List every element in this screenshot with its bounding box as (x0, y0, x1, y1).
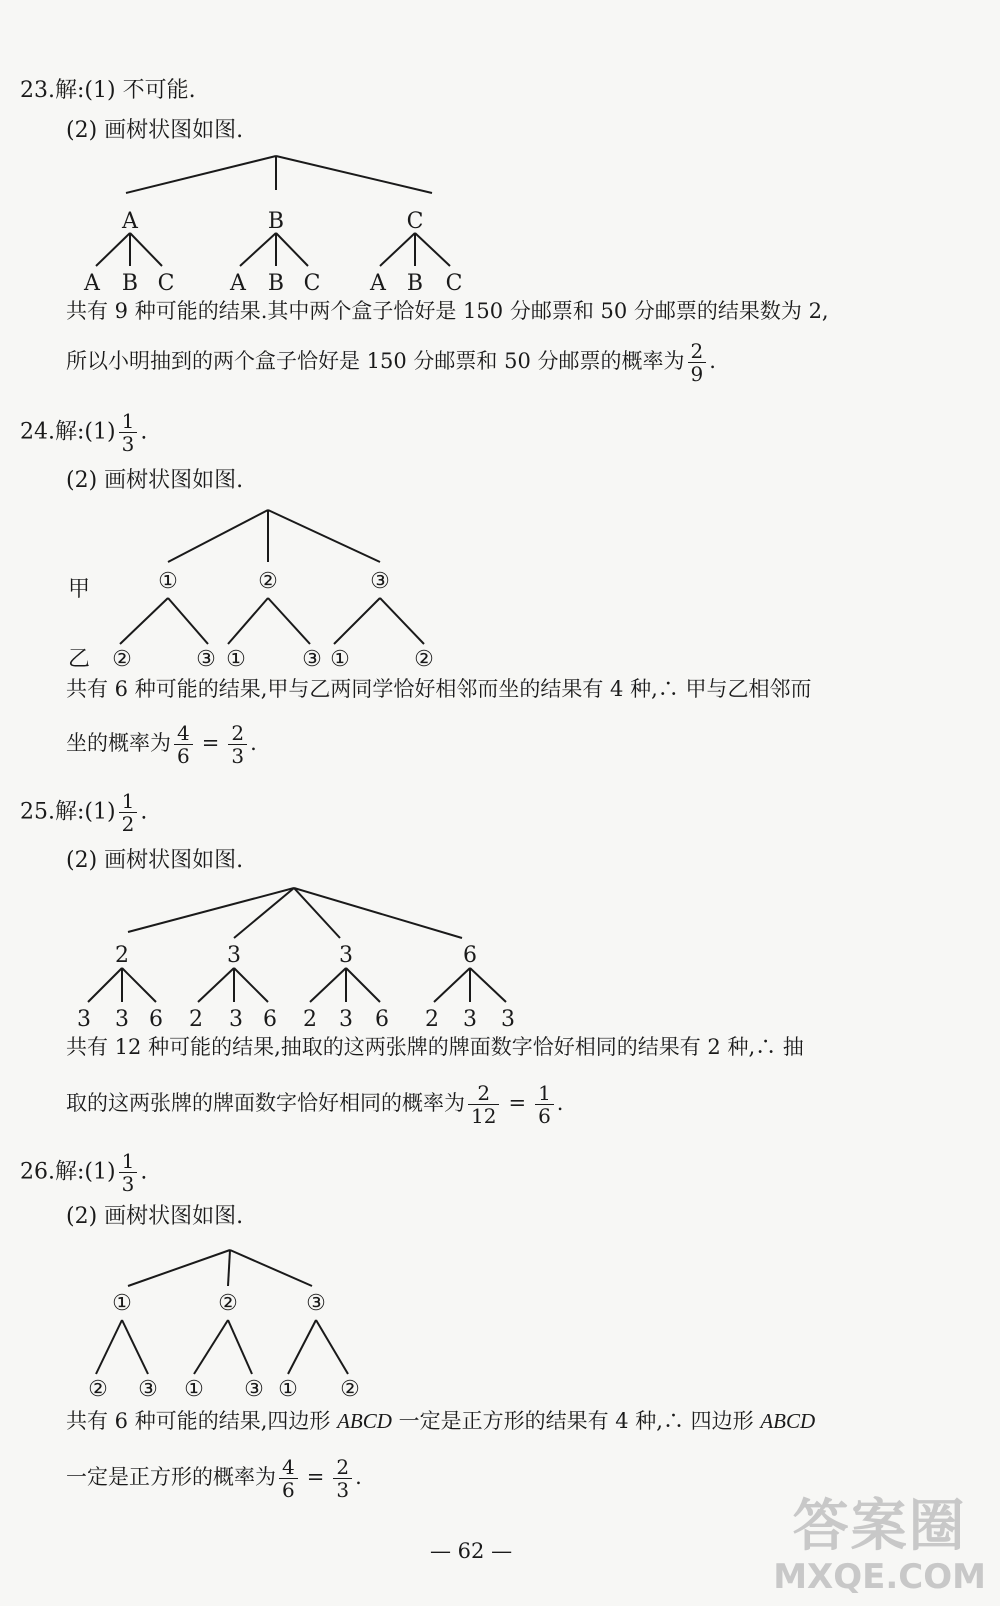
q23-part1-text: 解:(1) 不可能. (55, 78, 196, 103)
q24-node-l2-2-1: ② (414, 647, 434, 672)
q25-result-line2-text: 取的这两张牌的牌面数字恰好相同的概率为 (66, 1091, 465, 1115)
q26-result-line1-b: 一定是正方形的结果有 4 种,∴ 四边形 (391, 1409, 761, 1433)
q25-node-l2-2-0: 2 (303, 1007, 317, 1032)
q25-result-line1: 共有 12 种可能的结果,抽取的这两张牌的牌面数字恰好相同的结果有 2 种,∴ 抽 (66, 1035, 804, 1059)
q26-fraction-b (333, 1456, 352, 1501)
q26-abcd-first: ABCD (337, 1409, 392, 1433)
q26-end-period: . (355, 1465, 362, 1489)
q25-equals-sign: = (508, 1091, 527, 1115)
q24-node-l1-0: ① (158, 569, 178, 594)
watermark-logo (773, 1496, 986, 1596)
q25-fa-numerator: 2 (468, 1082, 499, 1105)
q25-node-l1-3: 6 (463, 943, 477, 968)
q23-node-l2-0-0: A (84, 271, 100, 296)
q25-number: 25. (20, 799, 55, 825)
q24-row-label-yi: 乙 (68, 647, 91, 672)
q24-node-l2-0-1: ③ (196, 647, 216, 672)
page-number: — 62 — (430, 1539, 513, 1563)
q25-part1-end: . (140, 799, 148, 825)
q26-fa-denominator: 6 (282, 1478, 295, 1502)
q25-fa-denominator: 12 (471, 1104, 497, 1128)
q24-number: 24. (20, 419, 55, 445)
q24-part1-numerator: 1 (119, 410, 138, 433)
q23-node-l2-2-0: A (370, 271, 386, 296)
q26-result-line2 (66, 1456, 362, 1501)
q25-node-l2-3-0: 2 (425, 1007, 439, 1032)
q24-part1-end: . (140, 419, 148, 445)
q24-result-line1: 共有 6 种可能的结果,甲与乙两同学恰好相邻而坐的结果有 4 种,∴ 甲与乙相邻而 (66, 677, 812, 701)
q26-fraction-a (279, 1456, 298, 1501)
q26-part1-prefix: 解:(1) (55, 1159, 116, 1185)
q23-fraction-denominator: 9 (690, 362, 704, 386)
q26-node-l1-1: ② (218, 1291, 238, 1316)
q25-node-l2-1-2: 6 (263, 1007, 277, 1032)
q24-row-label-jia: 甲 (68, 577, 91, 602)
q23-node-l2-1-0: A (230, 271, 246, 296)
q23-result-line1: 共有 9 种可能的结果.其中两个盒子恰好是 150 分邮票和 50 分邮票的结果数为 2, (66, 299, 829, 323)
q23-node-l2-0-1: B (121, 271, 139, 296)
q25-part2: (2) 画树状图如图. (66, 848, 244, 873)
q26-fb-denominator: 3 (336, 1478, 350, 1502)
q26-node-l2-2-1: ② (340, 1377, 360, 1402)
q25-fb-denominator: 6 (538, 1104, 551, 1128)
q23-node-l1-1: B (267, 209, 285, 234)
q24-node-l1-1: ② (258, 569, 278, 594)
q24-node-l2-1-1: ③ (302, 647, 322, 672)
q26-part1-numerator: 1 (119, 1150, 138, 1173)
q26-number: 26. (20, 1159, 55, 1185)
q24-end-period: . (250, 731, 257, 755)
q26-fb-numerator: 2 (333, 1456, 352, 1479)
q26-node-l2-0-0: ② (88, 1377, 108, 1402)
q26-part1-end: . (140, 1159, 148, 1185)
q24-part1-prefix: 解:(1) (55, 419, 116, 445)
q26-node-l2-1-1: ③ (244, 1377, 264, 1402)
q25-node-l2-3-2: 3 (501, 1007, 515, 1032)
q25-node-l2-0-2: 6 (149, 1007, 163, 1032)
q23-fraction-numerator: 2 (688, 340, 707, 363)
q23-node-l2-1-1: B (267, 271, 285, 296)
q25-node-l2-3-1: 3 (463, 1007, 477, 1032)
watermark-cn-text: 答案圈 (792, 1494, 967, 1559)
q23-node-l2-0-2: C (157, 271, 175, 296)
watermark-en-text: MXQE.COM (773, 1557, 986, 1597)
q26-result-line2-text: 一定是正方形的概率为 (66, 1465, 276, 1489)
q24-equals-sign: = (201, 731, 220, 755)
q23-node-l1-0: A (122, 209, 138, 234)
q23-node-l1-2: C (406, 209, 424, 234)
q23-end-period: . (709, 349, 716, 373)
q26-part2: (2) 画树状图如图. (66, 1204, 244, 1229)
q23-number: 23. (20, 78, 55, 103)
q25-part1-numerator: 1 (119, 790, 138, 813)
q26-part1-denominator: 3 (121, 1172, 135, 1196)
q23-result-line2-text: 所以小明抽到的两个盒子恰好是 150 分邮票和 50 分邮票的概率为 (66, 349, 685, 373)
q25-part1-prefix: 解:(1) (55, 799, 116, 825)
q25-node-l1-1: 3 (227, 943, 241, 968)
q25-node-l1-2: 3 (339, 943, 353, 968)
q25-node-l2-2-1: 3 (339, 1007, 353, 1032)
q26-result-line1-a: 共有 6 种可能的结果,四边形 (66, 1409, 338, 1433)
q24-part2: (2) 画树状图如图. (66, 468, 244, 493)
q24-node-l2-1-0: ① (226, 647, 246, 672)
q24-node-l1-2: ③ (370, 569, 390, 594)
q23-part2: (2) 画树状图如图. (66, 118, 244, 143)
q25-end-period: . (556, 1091, 564, 1115)
q26-node-l1-2: ③ (306, 1291, 326, 1316)
q26-fa-numerator: 4 (279, 1456, 298, 1479)
q24-part1-denominator: 3 (121, 432, 135, 456)
q26-node-l2-0-1: ③ (138, 1377, 158, 1402)
q25-node-l2-1-0: 2 (189, 1007, 203, 1032)
q24-fb-numerator: 2 (228, 722, 247, 745)
q23-node-l2-2-1: B (406, 271, 424, 296)
q26-node-l1-0: ① (112, 1291, 132, 1316)
q23-node-l2-2-2: C (445, 271, 463, 296)
q25-node-l2-1-1: 3 (229, 1007, 243, 1032)
q26-abcd-second: ABCD (760, 1409, 816, 1433)
q23-node-l2-1-2: C (303, 271, 321, 296)
q25-fb-numerator: 1 (535, 1082, 554, 1105)
q25-part1-denominator: 2 (121, 812, 135, 836)
q24-fb-denominator: 3 (231, 744, 245, 768)
q24-result-line2-text: 坐的概率为 (66, 731, 171, 755)
q26-node-l2-1-0: ① (184, 1377, 204, 1402)
q26-node-l2-2-0: ① (278, 1377, 298, 1402)
q25-node-l1-0: 2 (115, 943, 129, 968)
q26-equals-sign: = (306, 1465, 325, 1489)
q26-result-line1 (66, 1406, 815, 1436)
q25-node-l2-0-1: 3 (115, 1007, 129, 1032)
q24-fa-numerator: 4 (174, 722, 193, 745)
q24-node-l2-2-0: ① (330, 647, 350, 672)
q24-fa-denominator: 6 (177, 744, 190, 768)
q24-node-l2-0-0: ② (112, 647, 132, 672)
q25-node-l2-0-0: 3 (77, 1007, 91, 1032)
q25-node-l2-2-2: 6 (375, 1007, 389, 1032)
